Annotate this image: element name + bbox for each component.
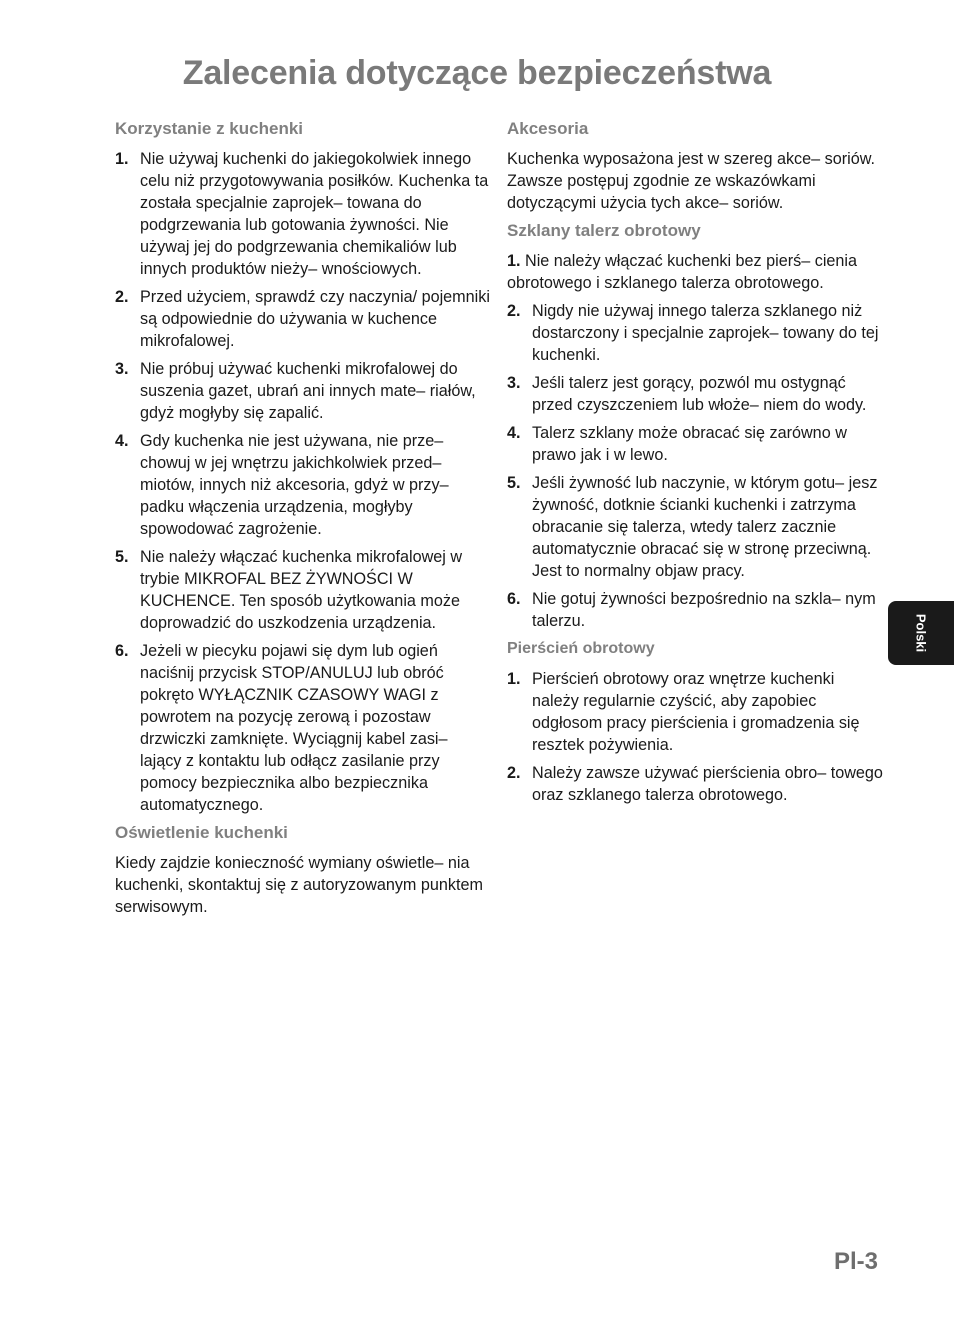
list-item bbox=[115, 430, 490, 540]
right-column bbox=[507, 118, 885, 812]
page-number: Pl-3 bbox=[833, 1248, 878, 1275]
list-item bbox=[507, 668, 885, 756]
item-text: Pierścień obrotowy oraz wnętrze kuchenki należy regularnie czyścić, aby zapobiec odgłosom pracy pierścienia i gromadzenia się resztek pożywienia. bbox=[532, 670, 860, 754]
item-text: Nie używaj kuchenki do jakiegokolwiek innego celu niż przygotowywania posiłków. Kuchenka ta została specjalnie zaprojek– towana do podgrzewania lub gotowania żywności. Nie używaj jej do podgrzewania chemikaliów lub innych produktów nieży– wnościowych. bbox=[140, 150, 489, 278]
section-heading-turntable: Szklany talerz obrotowy bbox=[507, 221, 701, 240]
item-text: Nie należy włączać kuchenki bez pierś– cienia obrotowego i szklanego talerza obrotowego. bbox=[507, 252, 858, 292]
language-tab-label: Polski bbox=[913, 613, 929, 653]
list-item bbox=[507, 250, 885, 294]
item-number: 6. bbox=[507, 590, 521, 608]
item-number: 1. bbox=[507, 252, 521, 270]
item-text: Jeśli talerz jest gorący, pozwól mu ostygnąć przed czyszczeniem lub włoże– niem do wody. bbox=[532, 374, 867, 414]
item-number: 2. bbox=[115, 288, 129, 306]
item-number: 1. bbox=[115, 150, 129, 168]
section-heading-lighting: Oświetlenie kuchenki bbox=[115, 823, 288, 842]
list-item bbox=[507, 762, 885, 806]
list-item bbox=[115, 148, 490, 280]
lighting-text: Kiedy zajdzie konieczność wymiany oświetle– nia kuchenki, skontaktuj się z autoryzowanym punktem serwisowym. bbox=[115, 854, 483, 916]
item-number: 4. bbox=[115, 432, 129, 450]
item-text: Przed użyciem, sprawdź czy naczynia/ pojemniki są odpowiednie do używania w kuchence mikrofalowej. bbox=[140, 288, 490, 350]
list-item bbox=[115, 358, 490, 424]
item-number: 6. bbox=[115, 642, 129, 660]
item-number: 5. bbox=[115, 548, 129, 566]
item-number: 1. bbox=[507, 670, 521, 688]
item-text: Jeżeli w piecyku pojawi się dym lub ogień naciśnij przycisk STOP/ANULUJ lub obróć pokręto WYŁĄCZNIK CZASOWY WAGI z powrotem na pozycję zerową i pozostaw drzwiczki zamknięte. Wyciągnij kabel zasi– lający z kontaktu lub odłącz zasilanie przy pomocy bezpiecznika albo bezpiecznika automatycznego. bbox=[140, 642, 448, 814]
list-item bbox=[115, 546, 490, 634]
item-text: Talerz szklany może obracać się zarówno w prawo jak i w lewo. bbox=[532, 424, 847, 464]
item-text: Nie gotuj żywności bezpośrednio na szkla– nym talerzu. bbox=[532, 590, 876, 630]
list-item bbox=[507, 422, 885, 466]
language-tab bbox=[888, 601, 954, 665]
item-text: Nigdy nie używaj innego talerza szklanego niż dostarczony i specjalnie zaprojek– towany do tej kuchenki. bbox=[532, 302, 879, 364]
item-number: 2. bbox=[507, 302, 521, 320]
section-heading-accessories: Akcesoria bbox=[507, 119, 589, 138]
item-number: 2. bbox=[507, 764, 521, 782]
list-item bbox=[507, 588, 885, 632]
item-text: Gdy kuchenka nie jest używana, nie prze– chowuj w jej wnętrzu jakichkolwiek przed– miotów, innych niż akcesoria, gdyż w przy– padku włączenia urządzenia, mogłyby spowodować zagrożenie. bbox=[140, 432, 449, 538]
list-item bbox=[507, 472, 885, 582]
item-number: 4. bbox=[507, 424, 521, 442]
turntable-list bbox=[507, 250, 885, 632]
section-heading-ring: Pierścień obrotowy bbox=[507, 640, 655, 657]
left-column bbox=[115, 118, 490, 924]
section-heading-usage: Korzystanie z kuchenki bbox=[115, 119, 304, 138]
ring-list bbox=[507, 668, 885, 806]
page-title: Zalecenia dotyczące bezpieczeństwa bbox=[182, 54, 772, 92]
item-text: Należy zawsze używać pierścienia obro– towego oraz szklanego talerza obrotowego. bbox=[532, 764, 883, 804]
list-item bbox=[115, 286, 490, 352]
item-number: 5. bbox=[507, 474, 521, 492]
usage-list bbox=[115, 148, 490, 816]
item-number: 3. bbox=[507, 374, 521, 392]
item-text: Nie należy włączać kuchenka mikrofalowej w trybie MIKROFAL BEZ ŻYWNOŚCI W KUCHENCE. Ten sposób użytkowania może doprowadzić do uszkodzenia urządzenia. bbox=[140, 548, 463, 632]
item-number: 3. bbox=[115, 360, 129, 378]
list-item bbox=[115, 640, 490, 816]
item-text: Jeśli żywność lub naczynie, w którym gotu– jesz żywność, dotknie ścianki kuchenki i zatrzyma obracanie się talerza, wtedy talerz zacznie automatycznie obracać się w stronę przeciwną. Jest to normalny objaw pracy. bbox=[532, 474, 878, 580]
accessories-text: Kuchenka wyposażona jest w szereg akce– soriów. Zawsze postępuj zgodnie ze wskazówkami dotyczącymi użycia tych akce– soriów. bbox=[507, 150, 876, 212]
list-item bbox=[507, 300, 885, 366]
list-item bbox=[507, 372, 885, 416]
item-text: Nie próbuj używać kuchenki mikrofalowej do suszenia gazet, ubrań ani innych mate– riałów, gdyż mogłyby się zapalić. bbox=[140, 360, 476, 422]
